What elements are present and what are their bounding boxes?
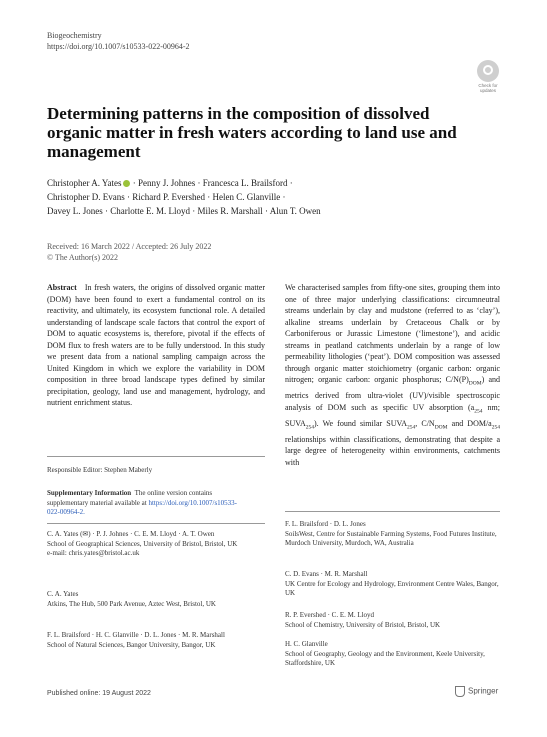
author-name[interactable]: Christopher D. Evans	[47, 192, 125, 202]
author-name[interactable]: Richard P. Evershed	[132, 192, 205, 202]
abstract	[47, 282, 265, 409]
author-name[interactable]: Miles R. Marshall	[197, 206, 263, 216]
author-name[interactable]: Helen C. Glanville	[212, 192, 281, 202]
orcid-icon[interactable]	[123, 180, 130, 187]
journal-header	[47, 30, 190, 52]
divider	[47, 456, 265, 457]
author-list: Christopher A. Yates · Penny J. Johnes · Francesca L. Brailsford · Christopher D. Evans · Richard P. Evershed · Helen C. Glanville · Davey L. Jones · Charlotte E. M. Lloyd · Miles R. Marshall · Alun T. Owen	[47, 178, 321, 216]
check-updates-icon	[477, 60, 499, 82]
supplementary-info	[47, 489, 247, 518]
author-name[interactable]: Christopher A. Yates	[47, 178, 122, 188]
divider	[285, 511, 500, 512]
affiliation-block: C. A. Yates Atkins, The Hub, 500 Park Avenue, Aztec West, Bristol, UK	[47, 590, 216, 608]
divider	[47, 523, 265, 524]
article-title: Determining patterns in the composition of dissolved organic matter in fresh waters according to land use and management	[47, 104, 457, 161]
supp-link[interactable]: https://doi.org/10.1007/s10533-022-00964-2.	[47, 498, 238, 516]
badge-label: Check for updates	[478, 83, 498, 93]
author-email[interactable]: e-mail: chris.yates@bristol.ac.uk	[47, 549, 140, 557]
abstract-continued: We characterised samples from fifty-one sites, grouping them into one of three major underlying classifications: circumneutral streams underlain by clay and mudstone (referred to as ‘clay’), alkaline streams underlain by Cretaceous Chalk or by Carboniferous or Jurassic Limestone (‘limestone’), and acidic streams in peatland catchments underlain by a range of low permeability lithologies (‘peat’). DOM composition was assessed through organic matter stoichiometry (organic carbon: organic nitrogen; organic carbon: organic phosphorus; $C/N(P)_{DOM}$) and metrics derived from ultra-violet (UV)/visible spectroscopic analysis of DOM such as specific UV absorption ($a_{254}$ nm; $SUVA_{254}$). We found similar $SUVA_{254}$, $C/N_{DOM}$ and DOM/$a_{254}$ relationships within classifications, demonstrating that despite a large degree of heterogeneity within environments, catchments with	[285, 283, 500, 467]
affiliation-block: C. A. Yates (✉) · P. J. Johnes · C. E. M. Lloyd · A. T. Owen School of Geographical Sciences, University of Bristol, Bristol, UK e-mail: chris.yates@bristol.ac.uk	[47, 530, 257, 559]
check-for-updates-badge[interactable]	[470, 60, 506, 96]
affiliation-block: F. L. Brailsford · D. L. Jones SoilsWest, Centre for Sustainable Farming Systems, Food Futures Institute, Murdoch University, Murdoch, WA, Australia	[285, 520, 497, 547]
abstract-text: In fresh waters, the origins of dissolved organic matter (DOM) have been found to exert a fundamental control on its reactivity, and ultimately, its ecosystem functional role. A detailed understanding of landscape scale factors that control the export of DOM to aquatic ecosystems is, therefore, pivotal if the effects of DOM flux to fresh waters are to be fully understood. In this study we present data from a national sampling campaign across the United Kingdom in which we explore the variability in DOM composition in three broad landscape types defined by similar precipitation, geology, land use and management, hydrology, and nutrient enrichment status.	[47, 283, 266, 407]
publication-dates	[47, 242, 211, 263]
supp-text: The online version contains supplementary material available at	[47, 489, 213, 507]
author-name[interactable]: Davey L. Jones	[47, 206, 103, 216]
author-name[interactable]: Francesca L. Brailsford	[202, 178, 288, 188]
affiliation-block: H. C. Glanville School of Geography, Geology and the Environment, Keele University, Staffordshire, UK	[285, 640, 485, 667]
springer-icon	[455, 686, 465, 697]
publisher-name: Springer	[468, 686, 499, 696]
supp-label: Supplementary Information	[47, 489, 132, 497]
author-name[interactable]: Charlotte E. M. Lloyd	[110, 206, 190, 216]
affiliation-block: R. P. Evershed · C. E. M. Lloyd School of Chemistry, University of Bristol, Bristol, UK	[285, 611, 441, 629]
received-accepted: Received: 16 March 2022 / Accepted: 26 July 2022	[47, 242, 212, 251]
journal-name: Biogeochemistry	[47, 31, 102, 40]
publisher-logo	[455, 686, 498, 697]
author-name[interactable]: Penny J. Johnes	[138, 178, 196, 188]
author-name[interactable]: Alun T. Owen	[269, 206, 321, 216]
doi-link[interactable]: https://doi.org/10.1007/s10533-022-00964-2	[47, 42, 190, 51]
abstract-label: Abstract	[47, 283, 77, 292]
affiliation-block: C. D. Evans · M. R. Marshall UK Centre for Ecology and Hydrology, Environment Centre Wales, Bangor, UK	[285, 570, 499, 597]
copyright: © The Author(s) 2022	[47, 252, 119, 262]
published-online: Published online: 19 August 2022	[47, 690, 151, 697]
responsible-editor: Responsible Editor: Stephen Maberly	[47, 466, 153, 474]
affiliation-block: F. L. Brailsford · H. C. Glanville · D. L. Jones · M. R. Marshall School of Natural Sciences, Bangor University, Bangor, UK	[47, 631, 225, 649]
